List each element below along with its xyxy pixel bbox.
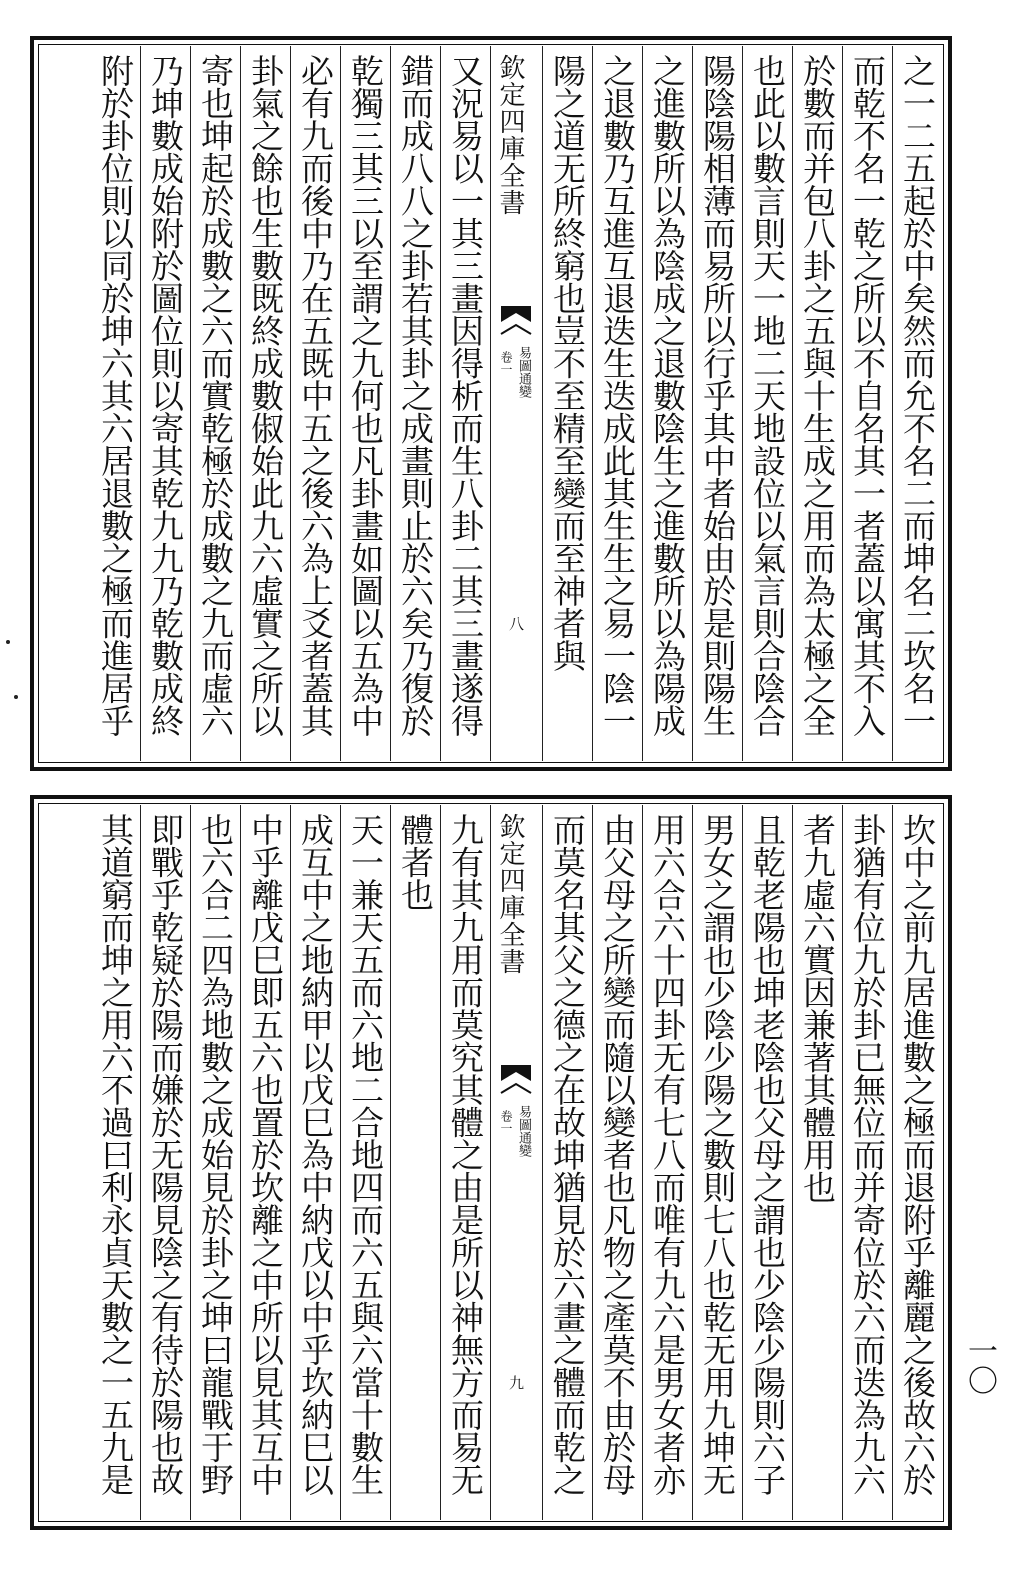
text-column: 錯而成八八之卦若其卦之成畫則止於六矣乃復於 [390,46,440,761]
fish-tail-mark-icon [499,1063,533,1101]
text-column: 陽之道无所終窮也豈不至精至變而至神者與 [542,46,592,761]
text-column: 而乾不名一乾之所以不自名其一者蓋以寓其不入 [842,46,892,761]
book-title: 易圖通變 [516,346,531,398]
text-column: 陽陰陽相薄而易所以行乎其中者始由於是則陽生 [692,46,742,761]
text-column: 即戰乎乾疑於陽而嫌於无陽見陰之有待於陽也故 [140,805,190,1520]
text-column: 者九虛六實因兼著其體用也 [792,805,842,1520]
text-column: 乃坤數成始附於圖位則以寄其乾九九乃乾數成終 [140,46,190,761]
text-column: 九有其九用而莫究其體之由是所以神無方而易无 [440,805,490,1520]
folio-number: 九 [507,1375,525,1390]
text-column: 而莫名其父之德之在故坤猶見於六畫之體而乾之 [542,805,592,1520]
lower-text-columns [40,805,942,1520]
scan-speck [6,640,10,644]
volume-label: 卷一 [499,1110,513,1134]
scan-speck [14,695,18,699]
text-column: 必有九而後中乃在五既中五之後六為上爻者蓋其 [290,46,340,761]
fish-tail-mark-icon [499,304,533,342]
page-number: 一〇 [962,1335,997,1395]
text-column: 男女之謂也少陰少陽之數則七八也乾无用九坤无 [692,805,742,1520]
volume-label: 卷一 [499,351,513,375]
upper-page-panel [30,36,952,771]
text-column: 且乾老陽也坤老陰也父母之謂也少陰少陽則六子 [742,805,792,1520]
folio-number: 八 [507,616,525,631]
book-title: 易圖通變 [516,1105,531,1157]
text-column: 之進數所以為陰成之退數陰生之進數所以為陽成 [642,46,692,761]
text-column: 乾獨三其三以至謂之九何也凡卦畫如圖以五為中 [340,46,390,761]
text-column: 卦氣之餘也生數既終成數俶始此九六虛實之所以 [240,46,290,761]
collection-title: 欽定四庫全書 [495,813,525,975]
text-column: 由父母之所變而隨以變者也凡物之產莫不由於母 [592,805,642,1520]
lower-page-panel [30,795,952,1530]
text-column: 又況易以一其三畫因得析而生八卦二其三畫遂得 [440,46,490,761]
text-column: 坎中之前九居進數之極而退附乎離麗之後故六於 [892,805,942,1520]
text-column: 附於卦位則以同於坤六其六居退數之極而進居乎 [96,54,135,737]
center-fold-column [490,805,542,1520]
text-column: 於數而并包八卦之五與十生成之用而為太極之全 [792,46,842,761]
text-column: 之退數乃互進互退迭生迭成此其生生之易一陰一 [592,46,642,761]
center-fold-column [490,46,542,761]
text-column: 也此以數言則天一地二天地設位以氣言則合陰合 [742,46,792,761]
text-column: 卦猶有位九於卦已無位而并寄位於六而迭為九六 [842,805,892,1520]
text-column: 寄也坤起於成數之六而實乾極於成數之九而虛六 [190,46,240,761]
text-column: 體者也 [390,805,440,1520]
text-column: 其道窮而坤之用六不過曰利永貞天數之一五九是 [96,813,135,1496]
text-column: 中乎離戊巳即五六也置於坎離之中所以見其互中 [240,805,290,1520]
upper-text-columns [40,46,942,761]
text-column: 也六合二四為地數之成始見於卦之坤曰龍戰于野 [190,805,240,1520]
text-column: 成互中之地納甲以戊巳為中納戊以中乎坎納巳以 [290,805,340,1520]
collection-title: 欽定四庫全書 [495,54,525,216]
text-column: 用六合六十四卦无有七八而唯有九六是男女者亦 [642,805,692,1520]
text-column: 天一兼天五而六地二合地四而六五與六當十數生 [340,805,390,1520]
text-column: 之一二五起於中矣然而允不名二而坤名二坎名一 [892,46,942,761]
